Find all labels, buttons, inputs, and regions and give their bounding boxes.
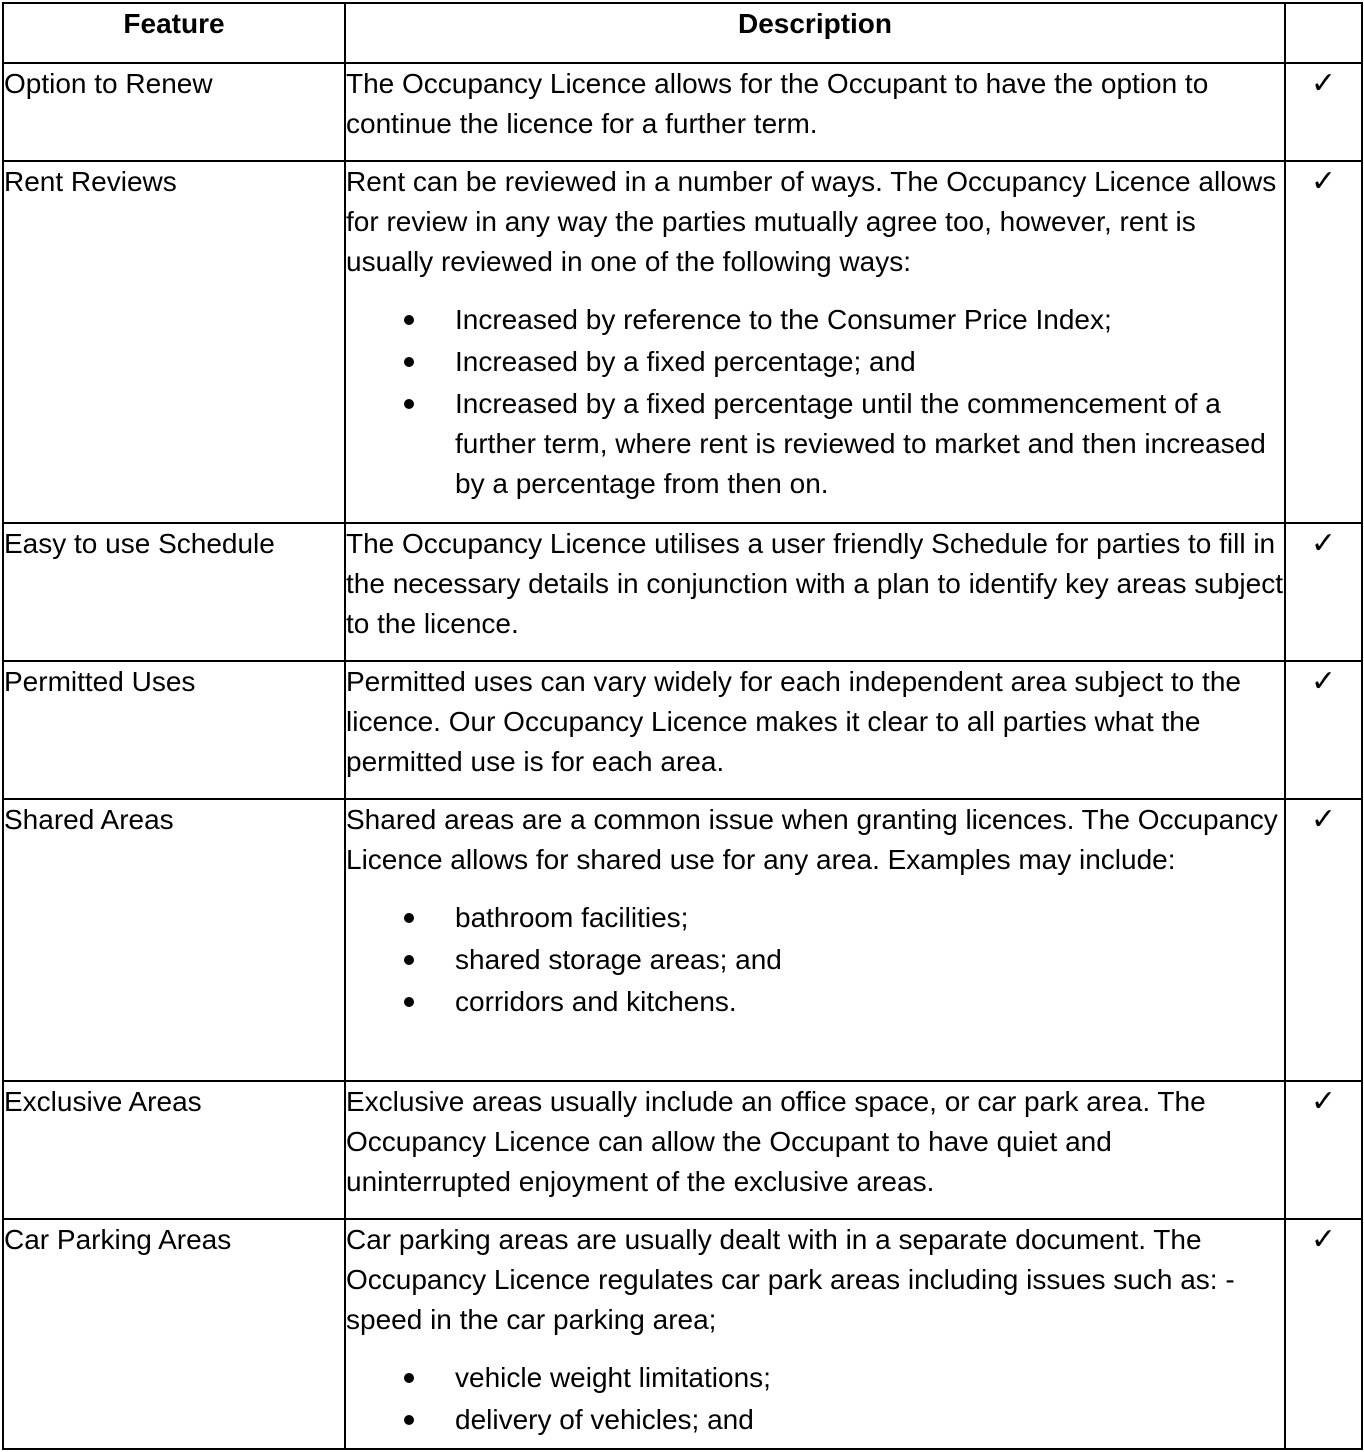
check-cell [1285, 63, 1362, 161]
description-text: Permitted uses can vary widely for each independent area subject to the licence. Our Occupancy Licence makes it clear to all parties what the permitted use is for each area. [346, 666, 1241, 777]
check-icon: ✓ [1310, 526, 1337, 561]
bullet-item [346, 898, 1284, 938]
table-header-row [3, 3, 1362, 63]
header-feature: Feature [3, 3, 345, 63]
table-row [3, 799, 1362, 1081]
description-cell [345, 799, 1285, 1081]
table-row [3, 63, 1362, 161]
header-description: Description [345, 3, 1285, 63]
description-cell [345, 1081, 1285, 1219]
description-text: The Occupancy Licence allows for the Occupant to have the option to continue the licence for a further term. [346, 68, 1209, 139]
table-row [3, 1081, 1362, 1219]
check-icon: ✓ [1310, 164, 1337, 199]
description-text: Car parking areas are usually dealt with in a separate document. The Occupancy Licence regulates car park areas including issues such as: - speed in the car parking area; [346, 1224, 1235, 1335]
bullet-item [346, 1400, 1284, 1440]
description-text: Rent can be reviewed in a number of ways. The Occupancy Licence allows for review in any way the parties mutually agree too, however, rent is usually reviewed in one of the following ways: [346, 166, 1277, 277]
bullet-text: bathroom facilities; [455, 902, 689, 933]
bullet-icon [404, 399, 414, 409]
bullet-item [346, 384, 1284, 504]
bullet-text: Increased by a fixed percentage; and [455, 346, 916, 377]
description-cell [345, 661, 1285, 799]
description-cell [345, 161, 1285, 523]
check-icon: ✓ [1310, 1222, 1337, 1257]
table-row [3, 661, 1362, 799]
description-text: The Occupancy Licence utilises a user friendly Schedule for parties to fill in the necessary details in conjunction with a plan to identify key areas subject to the licence. [346, 528, 1283, 639]
bullet-list [346, 300, 1284, 504]
feature-cell: Shared Areas [3, 799, 345, 1081]
check-cell [1285, 661, 1362, 799]
feature-cell: Rent Reviews [3, 161, 345, 523]
description-text: Shared areas are a common issue when granting licences. The Occupancy Licence allows for shared use for any area. Examples may include: [346, 804, 1278, 875]
bullet-text: Increased by a fixed percentage until the commencement of a further term, where rent is reviewed to market and then increased by a percentage from then on. [455, 388, 1266, 499]
feature-cell: Option to Renew [3, 63, 345, 161]
bullet-text: shared storage areas; and [455, 944, 782, 975]
feature-cell: Exclusive Areas [3, 1081, 345, 1219]
description-cell [345, 1219, 1285, 1449]
bullet-text: delivery of vehicles; and [455, 1404, 754, 1435]
description-cell [345, 523, 1285, 661]
check-cell [1285, 1219, 1362, 1449]
bullet-item [346, 1358, 1284, 1398]
bullet-list [346, 1358, 1284, 1440]
check-icon: ✓ [1310, 1084, 1337, 1119]
bullet-text: vehicle weight limitations; [455, 1362, 771, 1393]
table-row [3, 1219, 1362, 1449]
features-table [2, 2, 1363, 1450]
bullet-item [346, 982, 1284, 1022]
bullet-text: corridors and kitchens. [455, 986, 737, 1017]
check-cell [1285, 523, 1362, 661]
bullet-icon [404, 357, 414, 367]
bullet-icon [404, 955, 414, 965]
check-icon: ✓ [1310, 802, 1337, 837]
check-cell [1285, 161, 1362, 523]
header-check [1285, 3, 1362, 63]
bullet-icon [404, 1373, 414, 1383]
bullet-list [346, 898, 1284, 1022]
bullet-icon [404, 315, 414, 325]
check-cell [1285, 799, 1362, 1081]
bullet-item [346, 342, 1284, 382]
bullet-icon [404, 1415, 414, 1425]
bullet-icon [404, 997, 414, 1007]
bullet-icon [404, 913, 414, 923]
description-text: Exclusive areas usually include an office space, or car park area. The Occupancy Licence can allow the Occupant to have quiet and uninterrupted enjoyment of the exclusive areas. [346, 1086, 1206, 1197]
feature-cell: Car Parking Areas [3, 1219, 345, 1449]
feature-cell: Permitted Uses [3, 661, 345, 799]
description-cell [345, 63, 1285, 161]
bullet-item [346, 300, 1284, 340]
check-icon: ✓ [1310, 66, 1337, 101]
bullet-item [346, 940, 1284, 980]
check-icon: ✓ [1310, 664, 1337, 699]
check-cell [1285, 1081, 1362, 1219]
table-row [3, 161, 1362, 523]
table-row [3, 523, 1362, 661]
bullet-text: Increased by reference to the Consumer Price Index; [455, 304, 1112, 335]
feature-cell: Easy to use Schedule [3, 523, 345, 661]
